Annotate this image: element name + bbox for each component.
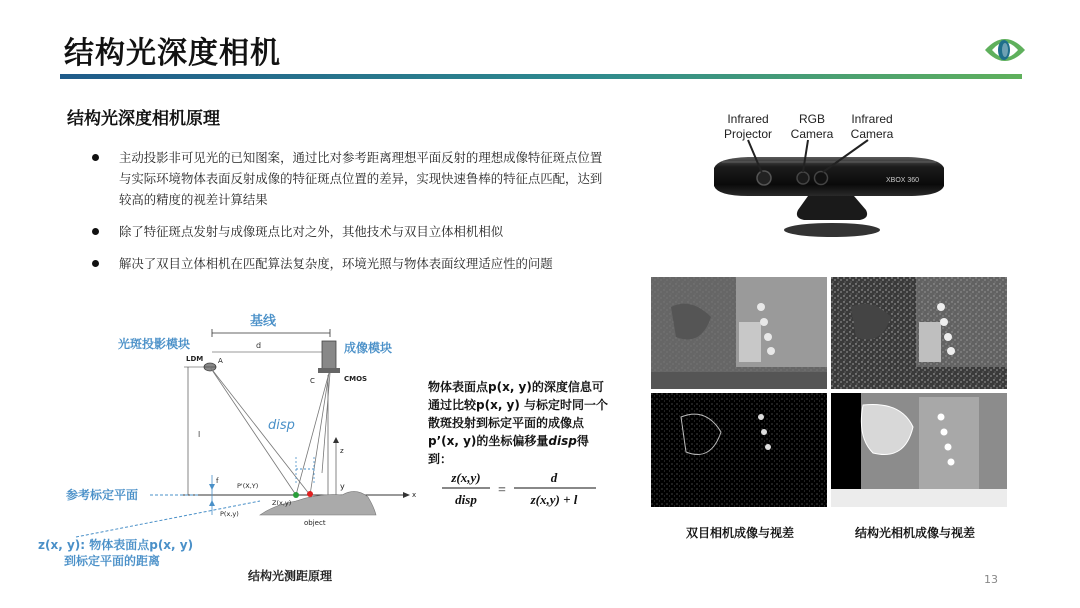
z-axis-label: z	[340, 447, 344, 455]
disp-label: disp	[268, 418, 295, 433]
imaging-module-label: 成像模块	[344, 341, 393, 355]
p-prime-label: P'(X,Y)	[237, 482, 259, 490]
slide-title: 结构光深度相机	[64, 36, 281, 71]
formula-rhs-denominator: z(x,y) + l	[530, 492, 578, 507]
reference-point-marker	[293, 492, 299, 498]
bullet-text: 解决了双目立体相机在匹配算法复杂度，环境光照与物体表面纹理适应性的问题	[119, 256, 553, 271]
y-axis-label: y	[340, 482, 345, 491]
bullet-dot-icon	[92, 228, 99, 235]
section-heading: 结构光深度相机原理	[67, 109, 220, 129]
kinect-sensor-image	[708, 140, 948, 240]
stereo-camera-image	[651, 277, 827, 389]
explanation-text: 物体表面点p(x, y)的深度信息可通过比较p(x, y) 与标定时同一个散斑投射到标定平面的成像点p’(x, y)的坐标偏移量	[428, 380, 609, 448]
label-line: Camera	[790, 127, 834, 141]
projector-module-label: 光斑投影模块	[118, 337, 191, 351]
structured-light-diagram	[38, 305, 430, 575]
structured-light-disparity-map	[831, 393, 1007, 507]
z-xy-label: Z(x,y)	[272, 499, 292, 507]
f-label: f	[216, 477, 219, 485]
label-line: Infrared	[727, 112, 769, 126]
title-divider	[60, 74, 1022, 79]
bullet-text: 除了特征斑点发射与成像斑点比对之外，其他技术与双目立体相机相似	[119, 224, 504, 239]
kinect-label-rgb-camera	[786, 112, 838, 142]
ldm-label: LDM	[186, 355, 204, 363]
object-point-marker	[307, 491, 313, 497]
formula-lhs-denominator: disp	[455, 492, 477, 507]
l-label: l	[198, 430, 201, 439]
stereo-caption: 双目相机成像与视差	[686, 526, 795, 540]
structured-light-camera-image	[831, 277, 1007, 389]
d-label: d	[256, 341, 262, 350]
bullet-dot-icon	[92, 260, 99, 267]
bullet-text: 主动投影非可见光的已知图案，通过比对参考距离理想平面反射的理想成像特征斑点位置与实际环境物体表面反射成像的特征斑点位置的差异，实现快速鲁棒的特征点匹配，达到较高的精度的视差计算结果	[119, 150, 603, 207]
stereo-disparity-map	[651, 393, 827, 507]
z-definition-line2: 到标定平面的距离	[64, 554, 161, 568]
x-axis-label: x	[412, 491, 417, 499]
company-logo	[982, 30, 1028, 70]
bullet-dot-icon	[92, 154, 99, 161]
object-label: object	[304, 519, 326, 527]
formula-lhs-numerator: z(x,y)	[451, 470, 481, 485]
bullet-item	[92, 221, 612, 242]
formula-rhs-numerator: d	[550, 470, 558, 485]
camera-icon	[322, 341, 336, 371]
z-definition-line1: z(x, y): 物体表面点p(x, y)	[38, 538, 194, 552]
label-line: Projector	[723, 127, 773, 141]
point-c-label: C	[310, 377, 315, 385]
explanation-text-end: 得到：	[428, 434, 589, 466]
depth-explanation	[428, 378, 610, 468]
page-number: 13	[984, 573, 998, 586]
bullet-item	[92, 253, 612, 274]
formula-equals: =	[498, 483, 506, 498]
bullet-item	[92, 147, 612, 210]
label-line: Camera	[850, 127, 894, 141]
label-line: RGB	[798, 112, 825, 126]
kinect-label-infrared-projector	[718, 112, 778, 142]
depth-formula	[438, 468, 608, 512]
label-line: Infrared	[851, 112, 893, 126]
kinect-brand-text: XBOX 360	[886, 177, 920, 184]
baseline-label: 基线	[250, 314, 277, 329]
bullet-list	[92, 147, 612, 285]
cmos-label: CMOS	[344, 375, 368, 383]
kinect-label-infrared-camera	[843, 112, 901, 142]
diagram-caption: 结构光测距原理	[248, 569, 333, 583]
structured-light-caption: 结构光相机成像与视差	[855, 526, 976, 540]
point-a-label: A	[218, 357, 223, 365]
disp-term: disp	[548, 434, 577, 448]
p-label: P(x,y)	[220, 510, 239, 518]
reference-plane-label: 参考标定平面	[66, 488, 139, 502]
disparity-comparison-images	[651, 277, 1007, 507]
